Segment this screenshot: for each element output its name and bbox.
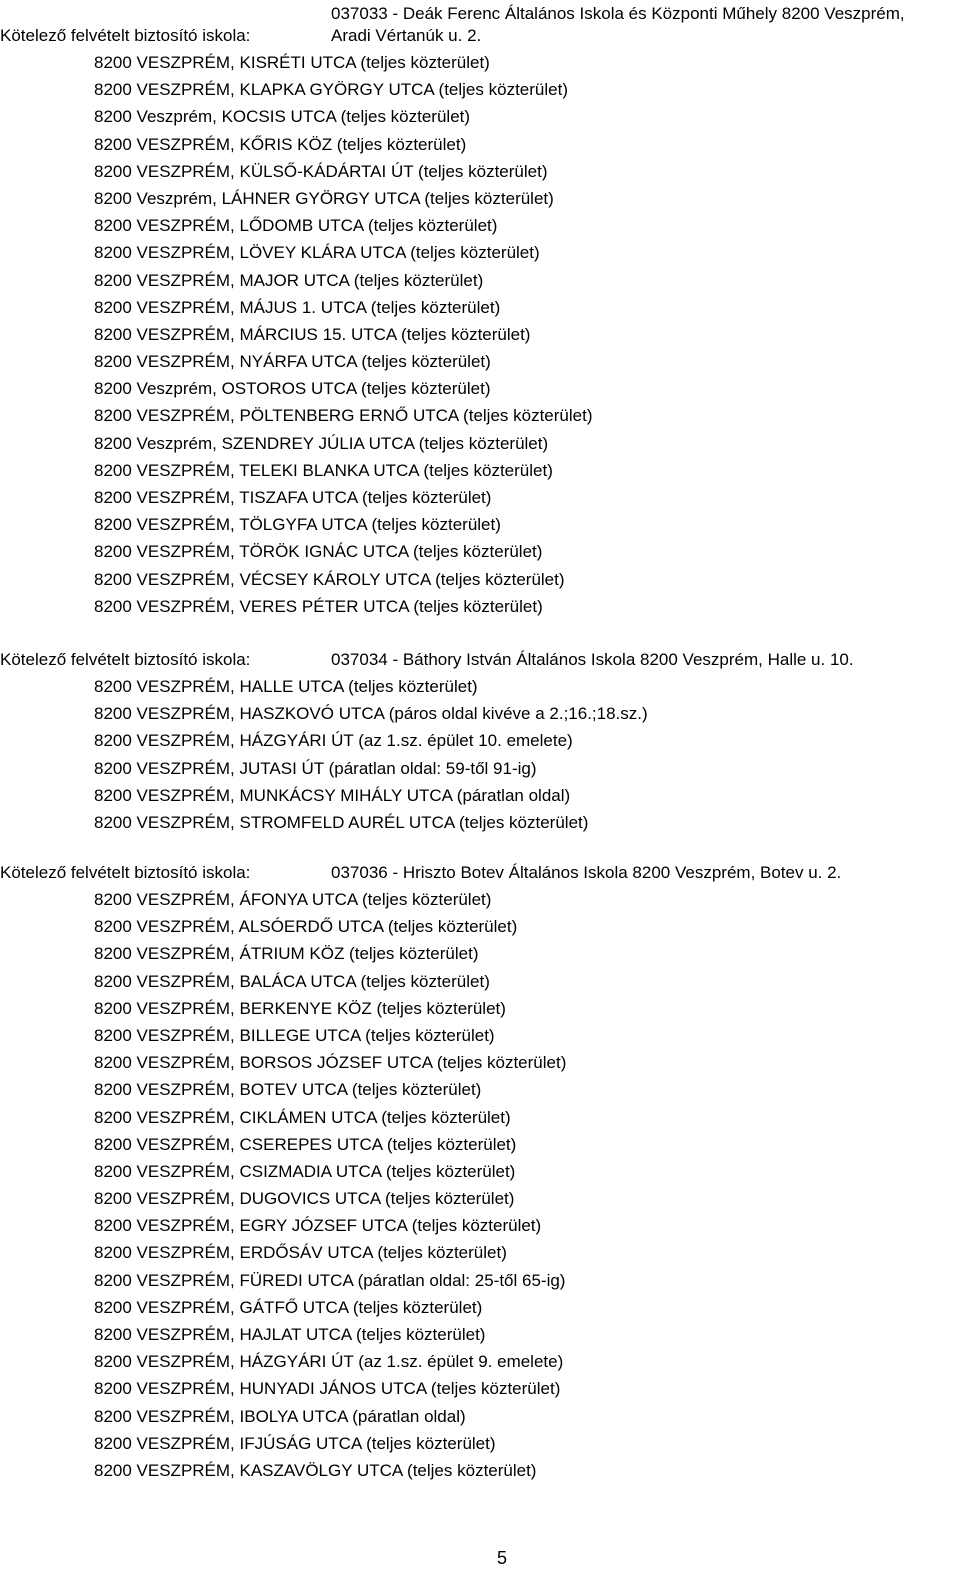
address-item: 8200 VESZPRÉM, HASZKOVÓ UTCA (páros oldal kivéve a 2.;16.;18.sz.) <box>94 704 648 724</box>
address-list-bathory <box>94 677 648 840</box>
address-item: 8200 Veszprém, KOCSIS UTCA (teljes közterület) <box>94 107 471 127</box>
address-item: 8200 VESZPRÉM, TISZAFA UTCA (teljes közterület) <box>94 488 492 507</box>
address-item: 8200 VESZPRÉM, KISRÉTI UTCA (teljes közterület) <box>94 53 490 72</box>
address-item: 8200 VESZPRÉM, LŐDOMB UTCA (teljes közterület) <box>94 216 498 236</box>
address-item: 8200 VESZPRÉM, IFJÚSÁG UTCA (teljes közterület) <box>94 1433 496 1453</box>
address-item: 8200 VESZPRÉM, HÁZGYÁRI ÚT (az 1.sz. épület 9. emelete) <box>94 1352 564 1372</box>
address-item: 8200 VESZPRÉM, KŐRIS KÖZ (teljes közterület) <box>94 134 467 154</box>
address-item: 8200 VESZPRÉM, PÖLTENBERG ERNŐ UTCA (teljes közterület) <box>94 406 593 426</box>
address-item: 8200 VESZPRÉM, CIKLÁMEN UTCA (teljes közterület) <box>94 1107 511 1127</box>
address-item: 8200 VESZPRÉM, TÖRÖK IGNÁC UTCA (teljes közterület) <box>94 542 543 562</box>
address-item: 8200 VESZPRÉM, TÖLGYFA UTCA (teljes közterület) <box>94 515 501 535</box>
address-item: 8200 VESZPRÉM, GÁTFŐ UTCA (teljes közterület) <box>94 1297 483 1317</box>
address-item: 8200 VESZPRÉM, DUGOVICS UTCA (teljes közterület) <box>94 1189 515 1209</box>
address-item: 8200 VESZPRÉM, MÁJUS 1. UTCA (teljes közterület) <box>94 297 501 317</box>
address-item: 8200 VESZPRÉM, BOTEV UTCA (teljes közterület) <box>94 1080 482 1100</box>
address-item: 8200 VESZPRÉM, ÁFONYA UTCA (teljes közterület) <box>94 890 492 909</box>
address-item: 8200 VESZPRÉM, BERKENYE KÖZ (teljes közterület) <box>94 998 506 1018</box>
address-item: 8200 VESZPRÉM, JUTASI ÚT (páratlan oldal: 59-től 91-ig) <box>94 758 537 778</box>
address-item: 8200 VESZPRÉM, KASZAVÖLGY UTCA (teljes közterület) <box>94 1460 537 1480</box>
address-item: 8200 VESZPRÉM, STROMFELD AURÉL UTCA (teljes közterület) <box>94 812 589 832</box>
page-number: 5 <box>496 1548 507 1568</box>
address-item: 8200 VESZPRÉM, KÜLSŐ-KÁDÁRTAI ÚT (teljes közterület) <box>94 161 548 181</box>
address-item: 8200 VESZPRÉM, LÖVEY KLÁRA UTCA (teljes közterület) <box>94 243 540 263</box>
school-header-label: Kötelező felvételt biztosító iskola: <box>0 863 251 882</box>
school-name-line1: 037034 - Báthory István Általános Iskola 8200 Veszprém, Halle u. 10. <box>331 650 854 669</box>
address-item: 8200 VESZPRÉM, CSEREPES UTCA (teljes közterület) <box>94 1134 517 1154</box>
address-item: 8200 VESZPRÉM, FÜREDI UTCA (páratlan oldal: 25-től 65-ig) <box>94 1270 566 1290</box>
address-item: 8200 VESZPRÉM, HÁZGYÁRI ÚT (az 1.sz. épület 10. emelete) <box>94 731 573 751</box>
address-item: 8200 VESZPRÉM, ALSÓERDŐ UTCA (teljes közterület) <box>94 917 518 937</box>
school-name-line1: 037036 - Hriszto Botev Általános Iskola 8200 Veszprém, Botev u. 2. <box>331 863 842 882</box>
address-item: 8200 VESZPRÉM, CSIZMADIA UTCA (teljes közterület) <box>94 1161 516 1181</box>
school-header-label: Kötelező felvételt biztosító iskola: <box>0 26 251 45</box>
address-item: 8200 VESZPRÉM, BORSOS JÓZSEF UTCA (teljes közterület) <box>94 1053 567 1073</box>
school-name-line1: 037033 - Deák Ferenc Általános Iskola és Központi Műhely 8200 Veszprém, <box>331 4 905 23</box>
address-item: 8200 VESZPRÉM, ÁTRIUM KÖZ (teljes közterület) <box>94 944 479 964</box>
address-item: 8200 VESZPRÉM, HALLE UTCA (teljes közterület) <box>94 677 478 696</box>
address-item: 8200 VESZPRÉM, VERES PÉTER UTCA (teljes közterület) <box>94 596 543 616</box>
address-item: 8200 VESZPRÉM, VÉCSEY KÁROLY UTCA (teljes közterület) <box>94 569 565 589</box>
address-item: 8200 VESZPRÉM, BILLEGE UTCA (teljes közterület) <box>94 1025 495 1045</box>
address-item: 8200 VESZPRÉM, NYÁRFA UTCA (teljes közterület) <box>94 352 491 372</box>
address-item: 8200 Veszprém, SZENDREY JÚLIA UTCA (teljes közterület) <box>94 433 549 453</box>
address-item: 8200 VESZPRÉM, MAJOR UTCA (teljes közterület) <box>94 270 484 290</box>
address-item: 8200 VESZPRÉM, KLAPKA GYÖRGY UTCA (teljes közterület) <box>94 80 568 100</box>
address-list-deak <box>94 53 593 624</box>
address-item: 8200 VESZPRÉM, TELEKI BLANKA UTCA (teljes közterület) <box>94 460 553 480</box>
address-item: 8200 VESZPRÉM, BALÁCA UTCA (teljes közterület) <box>94 971 490 991</box>
school-header-label: Kötelező felvételt biztosító iskola: <box>0 650 251 669</box>
address-item: 8200 VESZPRÉM, HUNYADI JÁNOS UTCA (teljes közterület) <box>94 1379 561 1399</box>
address-item: 8200 VESZPRÉM, MÁRCIUS 15. UTCA (teljes közterület) <box>94 324 531 344</box>
address-item: 8200 VESZPRÉM, IBOLYA UTCA (páratlan oldal) <box>94 1406 466 1426</box>
address-item: 8200 VESZPRÉM, ERDŐSÁV UTCA (teljes közterület) <box>94 1243 507 1263</box>
address-item: 8200 VESZPRÉM, HAJLAT UTCA (teljes közterület) <box>94 1325 486 1344</box>
address-item: 8200 VESZPRÉM, MUNKÁCSY MIHÁLY UTCA (páratlan oldal) <box>94 785 571 805</box>
address-item: 8200 Veszprém, OSTOROS UTCA (teljes közterület) <box>94 379 491 399</box>
school-name-line2: Aradi Vértanúk u. 2. <box>331 26 482 45</box>
address-item: 8200 Veszprém, LÁHNER GYÖRGY UTCA (teljes közterület) <box>94 188 554 208</box>
address-list-botev <box>94 890 566 1488</box>
address-item: 8200 VESZPRÉM, EGRY JÓZSEF UTCA (teljes közterület) <box>94 1216 542 1236</box>
